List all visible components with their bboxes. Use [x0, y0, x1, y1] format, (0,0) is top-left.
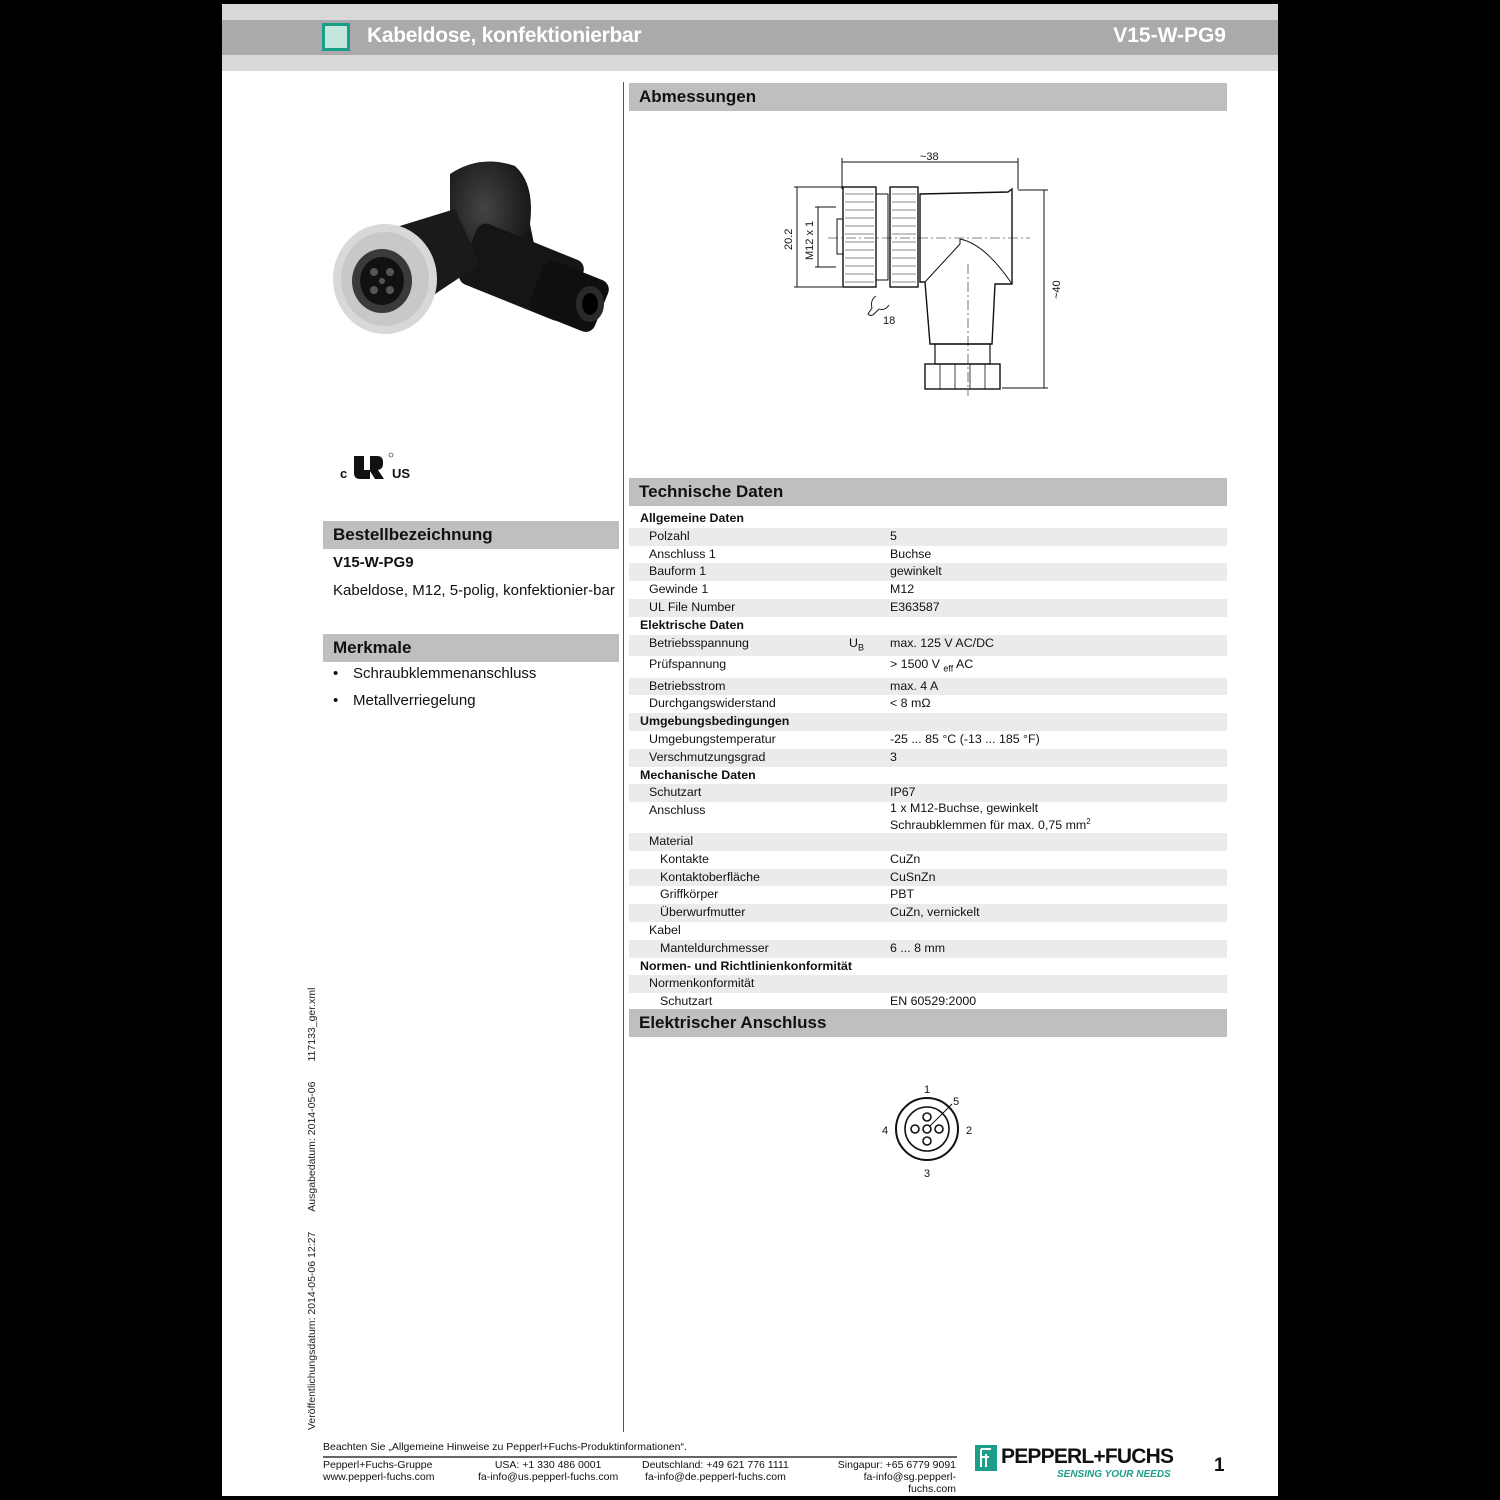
table-row: Material: [629, 833, 1227, 851]
order-designation-heading: Bestellbezeichnung: [323, 521, 619, 549]
page-number: 1: [1214, 1455, 1225, 1476]
table-row: Durchgangswiderstand < 8 mΩ: [649, 696, 931, 711]
table-row: Griffkörper PBT: [660, 887, 915, 902]
order-description: Kabeldose, M12, 5-polig, konfektionier-bar: [333, 582, 615, 599]
table-row: UL File Number E363587: [629, 599, 1227, 617]
table-row: Anschluss 1 x M12-Buchse, gewinkelt Schraubklemmen für max. 0,75 $mm^2$: [649, 801, 1091, 833]
table-row: Polzahl 5: [629, 528, 1227, 546]
table-row: Betriebsstrom max. 4 A: [629, 678, 1227, 696]
publication-info-vertical: Veröffentlichungsdatum: 2014-05-06 12:27Ausgabedatum: 2014-05-06117133_ger.xml: [306, 987, 318, 1430]
svg-text:~38: ~38: [920, 151, 939, 163]
table-row: Prüfspannung > 1500 V $_{eff}$ AC: [649, 657, 974, 674]
svg-text:3: 3: [924, 1168, 931, 1180]
footer-usa: USA: +1 330 486 0001 fa-info@us.pepperl-fuchs.com: [478, 1459, 619, 1483]
table-row: Bauform 1 gewinkelt: [629, 563, 1227, 581]
pin-assignment-diagram: [872, 1074, 992, 1184]
dimension-drawing: [770, 144, 1080, 404]
features-heading: Merkmale: [323, 634, 619, 662]
column-divider: [623, 82, 624, 1432]
group-mechanical: Mechanische Daten: [640, 767, 756, 782]
email-de-link[interactable]: fa-info@de.pepperl-fuchs.com: [645, 1471, 786, 1483]
table-row: Betriebsspannung $U_B$ max. 125 V AC/DC: [629, 635, 1227, 656]
cul-us-certification-icon: [340, 452, 420, 482]
website-link[interactable]: www.pepperl-fuchs.com: [323, 1471, 435, 1483]
electrical-connection-heading: Elektrischer Anschluss: [629, 1009, 1227, 1037]
bullet-icon: •: [333, 665, 339, 682]
technical-data-table: [629, 510, 1227, 1011]
footer-note: Beachten Sie „Allgemeine Hinweise zu Pepperl+Fuchs-Produktinformationen“.: [323, 1441, 687, 1453]
svg-text:1: 1: [924, 1084, 931, 1096]
footer-germany: Deutschland: +49 621 776 1111 fa-info@de.pepperl-fuchs.com: [642, 1459, 789, 1483]
header-accent-square-icon: [322, 23, 350, 51]
dimensions-heading: Abmessungen: [629, 83, 1227, 111]
product-code-header: V15-W-PG9: [1113, 24, 1226, 47]
table-row: Gewinde 1 M12: [649, 582, 915, 597]
features-list: [333, 665, 536, 719]
svg-text:US: US: [392, 466, 411, 481]
table-row: Kontakte CuZn: [660, 851, 921, 866]
page-title: Kabeldose, konfektionierbar: [367, 24, 642, 47]
product-photo: [330, 154, 615, 344]
svg-text:20.2: 20.2: [783, 228, 795, 250]
table-row: Überwurfmutter CuZn, vernickelt: [629, 904, 1227, 922]
group-environment: Umgebungsbedingungen: [629, 713, 1227, 731]
table-row: Anschluss 1 Buchse: [649, 546, 932, 561]
table-row: Schutzart EN 60529:2000: [660, 994, 977, 1009]
table-row: Verschmutzungsgrad 3: [629, 749, 1227, 767]
svg-text:18: 18: [883, 315, 896, 327]
logo-wordmark: PEPPERL+FUCHS: [1001, 1445, 1174, 1468]
datasheet-page: [222, 4, 1278, 1496]
svg-text:~40: ~40: [1051, 280, 1063, 299]
svg-text:2: 2: [966, 1125, 973, 1137]
technical-data-heading: Technische Daten: [629, 478, 1227, 506]
svg-text:5: 5: [953, 1096, 960, 1108]
email-us-link[interactable]: fa-info@us.pepperl-fuchs.com: [478, 1471, 619, 1483]
table-row: Normenkonformität: [629, 975, 1227, 993]
feature-item: • Schraubklemmenanschluss: [333, 665, 536, 692]
email-sg-link[interactable]: fa-info@sg.pepperl-fuchs.com: [863, 1471, 956, 1495]
table-row: Kontaktoberfläche CuSnZn: [629, 869, 1227, 887]
table-row: Kabel: [649, 923, 681, 938]
svg-text:4: 4: [882, 1125, 889, 1137]
bullet-icon: •: [333, 692, 339, 709]
table-row: Schutzart IP67: [629, 784, 1227, 802]
pepperl-fuchs-logo: [975, 1445, 1185, 1485]
footer-singapore: Singapur: +65 6779 9091 fa-info@sg.pepperl-fuchs.com: [816, 1459, 956, 1495]
table-row: Umgebungstemperatur -25 ... 85 °C (-13 ... 185 °F): [649, 731, 1040, 746]
group-electrical: Elektrische Daten: [640, 617, 744, 632]
order-code: V15-W-PG9: [333, 554, 414, 571]
table-row: Manteldurchmesser 6 ... 8 mm: [629, 940, 1227, 958]
pf-logo-icon: [975, 1445, 997, 1471]
footer-divider: [323, 1456, 957, 1458]
svg-text:M12 x 1: M12 x 1: [804, 220, 816, 260]
footer-group: Pepperl+Fuchs-Gruppe www.pepperl-fuchs.com: [323, 1459, 435, 1483]
logo-tagline: SENSING YOUR NEEDS: [1057, 1469, 1171, 1480]
header-top-band: [222, 4, 1278, 20]
group-standards: Normen- und Richtlinienkonformität: [640, 958, 853, 973]
feature-item: • Metallverriegelung: [333, 692, 536, 719]
header-bottom-band: [222, 55, 1278, 71]
svg-text:c: c: [340, 466, 348, 481]
group-general: Allgemeine Daten: [640, 511, 744, 525]
